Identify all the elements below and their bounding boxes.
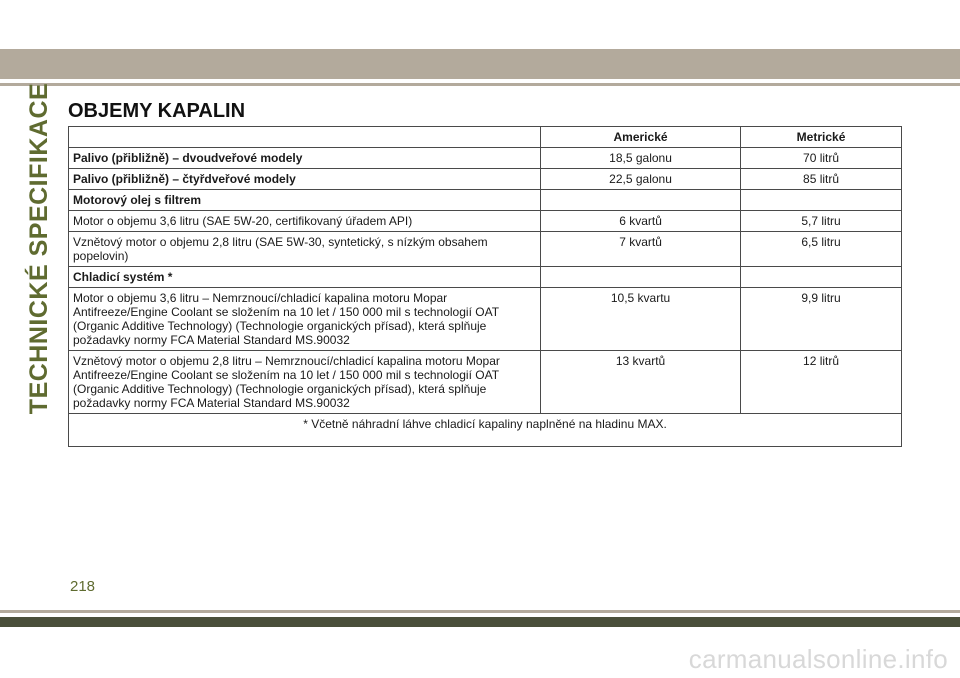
row-metric-value: 85 litrů: [741, 169, 902, 190]
header-metric: Metrické: [741, 127, 902, 148]
row-us-value: [541, 190, 741, 211]
table-row: [69, 190, 902, 211]
row-label: Vznětový motor o objemu 2,8 litru (SAE 5W-30, syntetický, s nízkým obsahem popelovin): [69, 232, 541, 267]
row-us-value: 7 kvartů: [541, 232, 741, 267]
header-rule: [0, 83, 960, 86]
row-us-value: 10,5 kvartu: [541, 288, 741, 351]
row-us-value: [541, 267, 741, 288]
row-us-value: 18,5 galonu: [541, 148, 741, 169]
row-metric-value: 12 litrů: [741, 351, 902, 414]
header-band: [0, 49, 960, 79]
row-metric-value: 5,7 litru: [741, 211, 902, 232]
watermark: carmanualsonline.info: [688, 644, 948, 674]
footer-rule: [0, 610, 960, 613]
table-row: [69, 148, 902, 169]
table-footnote-row: [69, 414, 902, 447]
row-us-value: 6 kvartů: [541, 211, 741, 232]
row-metric-value: [741, 267, 902, 288]
table-row: [69, 288, 902, 351]
row-label: Motor o objemu 3,6 litru – Nemrznoucí/chladicí kapalina motoru Mopar Antifreeze/Engine Coolant se složením na 10 let / 150 000 mil s technologií OAT (Organic Additive Technology) (Technologie organických přísad), která splňuje požadavky normy FCA Material Standard MS.90032: [69, 288, 541, 351]
row-label: Chladicí systém *: [69, 267, 541, 288]
table-row: [69, 267, 902, 288]
row-metric-value: 70 litrů: [741, 148, 902, 169]
row-label: Vznětový motor o objemu 2,8 litru – Nemrznoucí/chladicí kapalina motoru Mopar Antifreeze/Engine Coolant se složením na 10 let / 150 000 mil s technologií OAT (Organic Additive Technology) (Technologie organických přísad), která splňuje požadavky normy FCA Material Standard MS.90032: [69, 351, 541, 414]
header-empty-cell: [69, 127, 541, 148]
row-label: Motor o objemu 3,6 litru (SAE 5W-20, certifikovaný úřadem API): [69, 211, 541, 232]
table-row: [69, 169, 902, 190]
table-header-row: [69, 127, 902, 148]
row-us-value: 22,5 galonu: [541, 169, 741, 190]
footer-band: [0, 617, 960, 627]
section-side-title-text: TECHNICKÉ SPECIFIKACE: [25, 82, 54, 414]
section-side-title: [20, 82, 60, 414]
page-number: 218: [70, 578, 96, 595]
row-us-value: 13 kvartů: [541, 351, 741, 414]
row-metric-value: 6,5 litru: [741, 232, 902, 267]
row-metric-value: 9,9 litru: [741, 288, 902, 351]
table-footnote: * Včetně náhradní láhve chladicí kapaliny naplněné na hladinu MAX.: [69, 414, 902, 447]
row-metric-value: [741, 190, 902, 211]
row-label: Palivo (přibližně) – dvoudveřové modely: [69, 148, 541, 169]
table-row: [69, 351, 902, 414]
header-us: Americké: [541, 127, 741, 148]
fluid-capacities-table: [68, 126, 902, 447]
row-label: Motorový olej s filtrem: [69, 190, 541, 211]
page-title: OBJEMY KAPALIN: [68, 100, 246, 122]
row-label: Palivo (přibližně) – čtyřdveřové modely: [69, 169, 541, 190]
table-row: [69, 232, 902, 267]
table-row: [69, 211, 902, 232]
